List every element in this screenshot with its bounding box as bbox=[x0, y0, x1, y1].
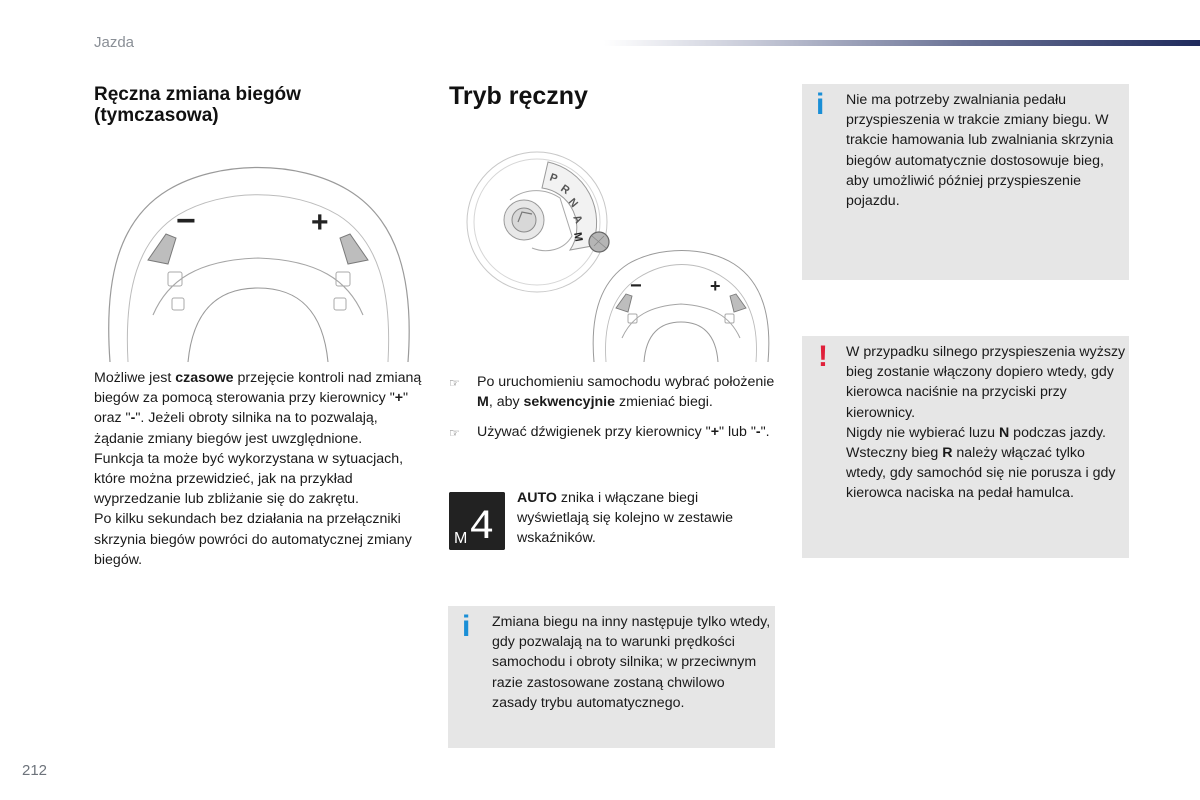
paragraph-use-cases: Funkcja ta może być wykorzystana w sytuacjach, które można przewidzieć, jak na przykład wyprzedzanie lub zbliżanie się do zakrętu. bbox=[94, 450, 404, 508]
auto-display-note: AUTO znika i włączane biegi wyświetlają się kolejno w zestawie wskaźników. bbox=[517, 490, 734, 547]
steering-wheel-illustration bbox=[98, 160, 418, 362]
section-label: Jazda bbox=[94, 34, 135, 51]
heading-manual-temporary: Ręczna zmiana biegów (tymczasowa) bbox=[94, 84, 301, 126]
list-item: ☞ Używać dźwigienek przy kierownicy "+" lub "-". bbox=[449, 422, 779, 442]
selector-letter-r: R bbox=[558, 182, 572, 198]
selector-letter-n: N bbox=[565, 196, 581, 211]
small-wheel-minus-label: − bbox=[630, 275, 642, 297]
gear-display-icon bbox=[449, 492, 505, 550]
warning-icon: ! bbox=[818, 340, 828, 373]
header-bar bbox=[604, 40, 1200, 46]
info-box-text: Zmiana biegu na inny następuje tylko wtedy, gdy pozwalają na to warunki prędkości samochodu i obroty silnika; w przeciwnym razie zastosowane zostaną chwilowo zasady trybu automatycznego. bbox=[492, 614, 771, 711]
display-mode-letter: M bbox=[454, 530, 468, 547]
info-box-text: Nie ma potrzeby zwalniania pedału przyspieszenia w trakcie zmiany biegu. W trakcie hamowania lub zwalniania skrzynia biegów automatycznie dostosowuje bieg, aby umożliwić później przyspieszenie pojazdu. bbox=[846, 92, 1114, 210]
steering-wheel-small-illustration bbox=[588, 246, 774, 362]
paragraph-manual-control: Możliwe jest czasowe przejęcie kontroli nad zmianą biegów za pomocą sterowania przy kierownicy "+" oraz "-". Jeżeli obroty silnika na to pozwalają, żądanie zmiany biegów jest uwzględnione. bbox=[94, 370, 422, 447]
wheel-plus-label: + bbox=[311, 206, 329, 239]
selector-letter-m: M bbox=[571, 231, 585, 243]
list-item: ☞ Po uruchomieniu samochodu wybrać położenie M, aby sekwencyjnie zmieniać biegi. bbox=[449, 374, 775, 411]
pointing-hand-icon: ☞ bbox=[449, 426, 460, 441]
display-gear-number: 4 bbox=[469, 503, 495, 550]
info-icon: i bbox=[462, 610, 471, 643]
heading-manual-mode: Tryb ręczny bbox=[449, 82, 588, 110]
info-box-gear-conditions bbox=[448, 606, 775, 748]
selector-letter-p: P bbox=[547, 171, 559, 186]
warning-paragraph-reverse: Wsteczny bieg R należy włączać tylko wtedy, gdy samochód się nie porusza i gdy kierowca naciska na pedał hamulca. bbox=[846, 445, 1116, 502]
page-number: 212 bbox=[22, 762, 48, 779]
paragraph-return-auto: Po kilku sekundach bez działania na przełączniki skrzynia biegów powróci do automatycznej zmiany biegów. bbox=[94, 511, 412, 568]
warning-paragraph-neutral: Nigdy nie wybierać luzu N podczas jazdy. bbox=[846, 424, 1106, 441]
warning-paragraph-acceleration: W przypadku silnego przyspieszenia wyższy bieg zostanie włączony dopiero wtedy, gdy kierowca naciśnie na przyciski przy kierownicy. bbox=[846, 344, 1126, 421]
warning-box-text bbox=[846, 342, 1126, 504]
selector-letter-a: A bbox=[570, 213, 585, 226]
small-wheel-plus-label: + bbox=[710, 276, 721, 296]
instruction-list bbox=[449, 372, 779, 453]
wheel-minus-label: − bbox=[176, 202, 196, 240]
info-box-accelerator bbox=[802, 84, 1129, 280]
warning-box-acceleration bbox=[802, 336, 1129, 558]
left-column-text bbox=[94, 368, 424, 570]
pointing-hand-icon: ☞ bbox=[449, 376, 460, 390]
info-icon: i bbox=[816, 88, 825, 121]
